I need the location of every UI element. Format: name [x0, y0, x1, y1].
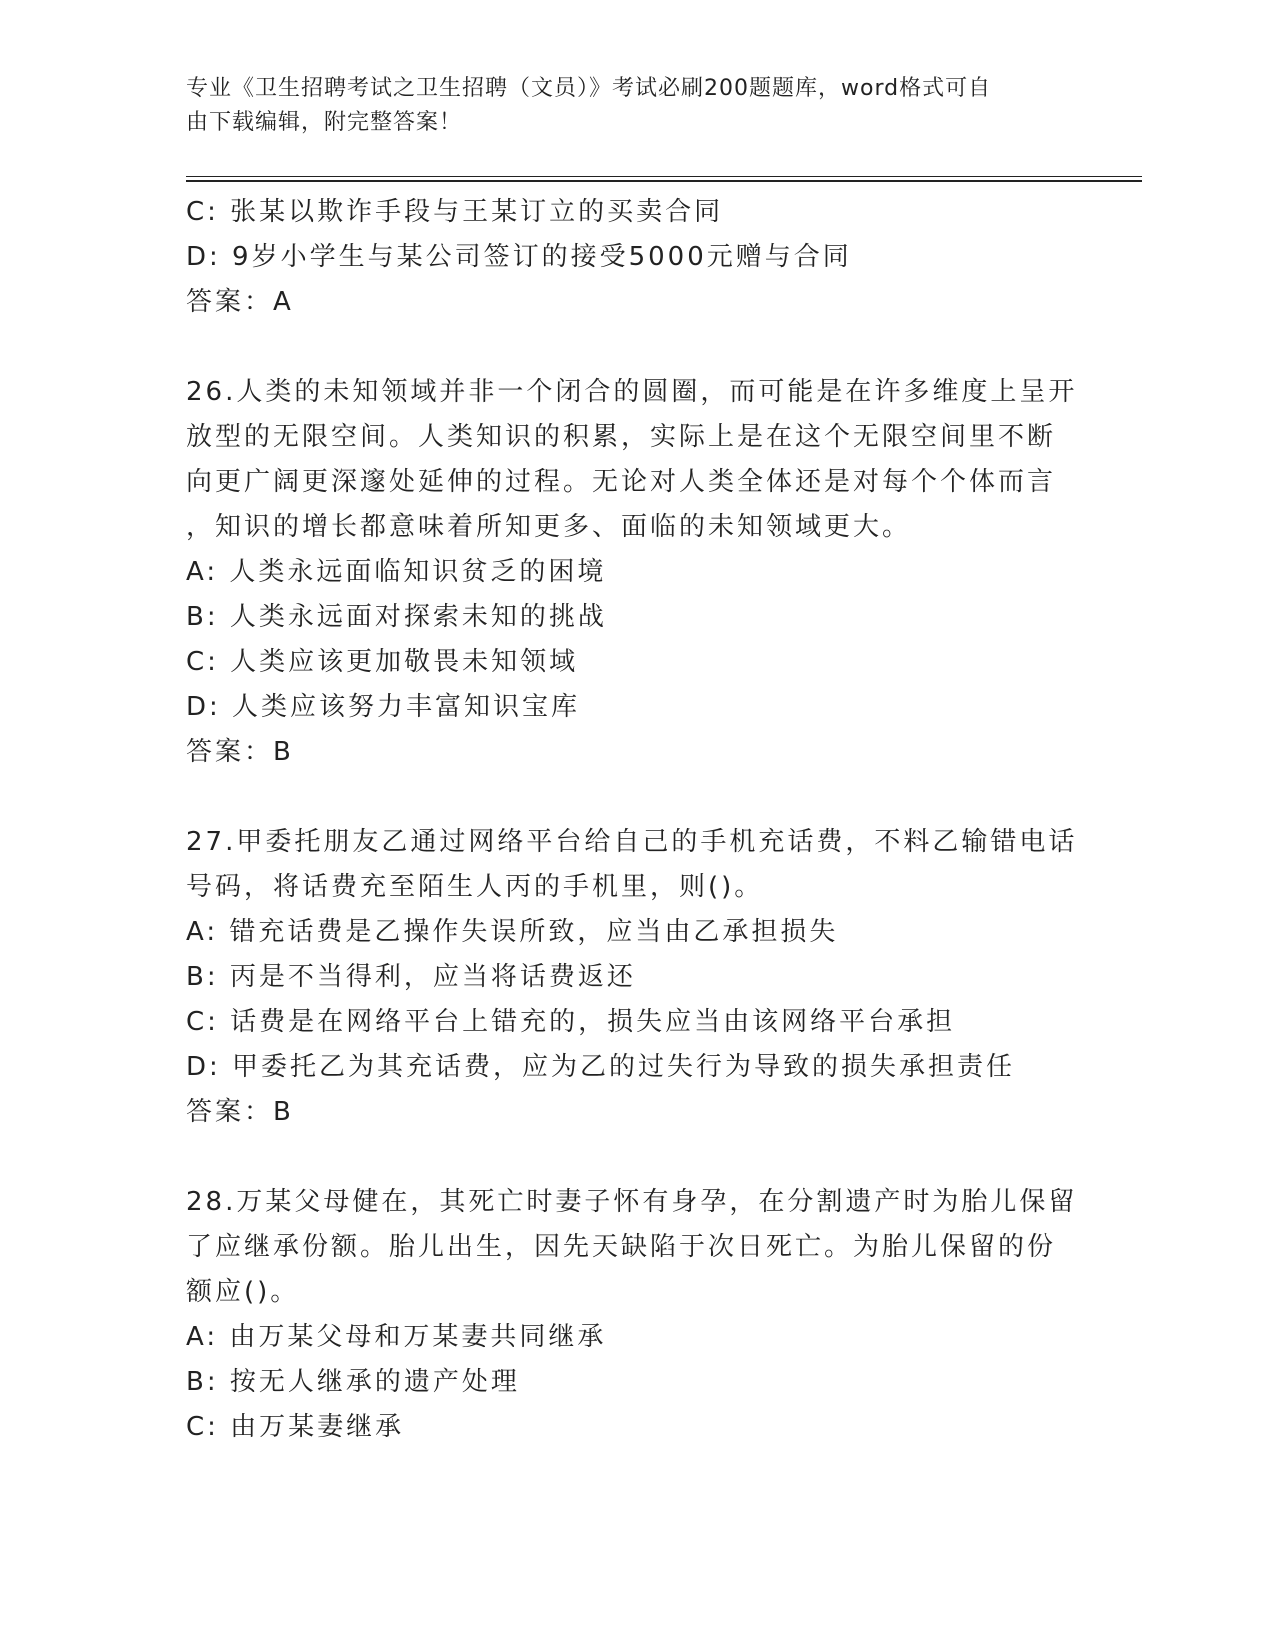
option-c: C: 张某以欺诈手段与王某订立的买卖合同	[186, 197, 724, 227]
option-b: B: 按无人继承的遗产处理	[186, 1367, 520, 1397]
header-rule-thick	[186, 180, 1142, 182]
document-body	[186, 190, 1086, 1450]
answer-line: 答案：A	[186, 287, 294, 317]
option-c: C: 由万某妻继承	[186, 1412, 405, 1442]
answer-line: 答案：B	[186, 737, 294, 767]
header-line-1: 专业《卫生招聘考试之卫生招聘（文员）》考试必刷200题题库，word格式可自	[186, 76, 992, 101]
option-d: D: 人类应该努力丰富知识宝库	[186, 692, 581, 722]
question-26	[186, 370, 1086, 775]
question-text-line: 放型的无限空间。人类知识的积累，实际上是在这个无限空间里不断	[186, 422, 1057, 452]
option-a: A: 由万某父母和万某妻共同继承	[186, 1322, 607, 1352]
option-d: D: 甲委托乙为其充话费，应为乙的过失行为导致的损失承担责任	[186, 1052, 1016, 1082]
header-line-2: 由下载编辑，附完整答案！	[186, 110, 463, 135]
question-text-line: 号码，将话费充至陌生人丙的手机里，则()。	[186, 872, 764, 902]
option-a: A: 错充话费是乙操作失误所致，应当由乙承担损失	[186, 917, 839, 947]
question-text-line: 了应继承份额。胎儿出生，因先天缺陷于次日死亡。为胎儿保留的份	[186, 1232, 1057, 1262]
question-text-line: 额应()。	[186, 1277, 300, 1307]
question-28	[186, 1180, 1086, 1450]
question-text-line: ，知识的增长都意味着所知更多、面临的未知领域更大。	[186, 512, 912, 542]
header-rule-thin	[186, 176, 1142, 177]
option-a: A: 人类永远面临知识贫乏的困境	[186, 557, 607, 587]
question-27	[186, 820, 1086, 1135]
option-b: B: 人类永远面对探索未知的挑战	[186, 602, 607, 632]
option-d: D: 9岁小学生与某公司签订的接受5000元赠与合同	[186, 242, 852, 272]
question-text-line: 27.甲委托朋友乙通过网络平台给自己的手机充话费，不料乙输错电话	[186, 827, 1078, 857]
answer-line: 答案：B	[186, 1097, 294, 1127]
option-b: B: 丙是不当得利，应当将话费返还	[186, 962, 636, 992]
option-c: C: 话费是在网络平台上错充的，损失应当由该网络平台承担	[186, 1007, 956, 1037]
document-header	[186, 72, 1066, 140]
option-c: C: 人类应该更加敬畏未知领域	[186, 647, 579, 677]
question-text-line: 26.人类的未知领域并非一个闭合的圆圈，而可能是在许多维度上呈开	[186, 377, 1078, 407]
question-text-line: 28.万某父母健在，其死亡时妻子怀有身孕，在分割遗产时为胎儿保留	[186, 1187, 1078, 1217]
question-text-line: 向更广阔更深邃处延伸的过程。无论对人类全体还是对每个个体而言	[186, 467, 1057, 497]
